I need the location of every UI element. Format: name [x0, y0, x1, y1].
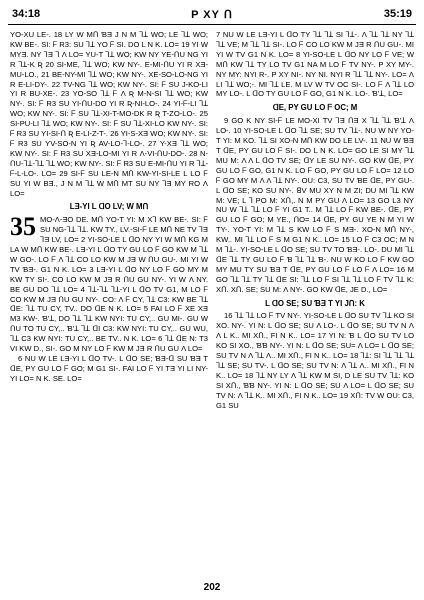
- chapter-start: [10, 212, 208, 354]
- header-right-reference: 35:19: [383, 8, 412, 20]
- section-heading: L ꓷO SE; SU ƁƎ T YI JՈ: K: [265, 298, 365, 308]
- body-paragraph: 16 ꓶꓕ ꓶꓕ LO ᖴ TV NY-. YI-SO-LE L ꓷO SU TV ꓶꓕ KO SI XO. NY-. YI N: L ꓷO SE; SU Λ LO-. L ꓷO SE; SU TV N Λ Λ L K.. MI XՈ., FI N K.. LO= 17 YI N: Ɓ L ꓷO SU TV LO KO SI XO., ƁƁ NY-. YI N: L ꓷO SE; SU= Λ LO= L ꓷO SE; SU TV N Λ ꓶꓕ Λ.. MI XՈ., FI N K.. LO= 18 ꓶꓕ: SI ꓶꓕ ꓶꓕ ꓶꓕ ꓶꓕ SE; SU TV-. L ꓷO SE; SU TV N: Λ ꓶꓕ Λ.. MI XՈ., FI N K.. LO= 18 ꓶꓕ NY LY Λ ꓶꓕ KW M SI, D LE SU TV ꓶꓕ: KO SI XՈ., ƁƁ NY-. YI N: L ꓷO SE; SU Λ LO= L ꓷO SE; SU TV N: Λ ꓶꓕ K.. MI XՈ., FI N K.. LO= 19 XՈ: TV W OU: C3, G1 SU: [216, 311, 414, 410]
- body-paragraph: 7 NU W LE LƎ-YI L ꓷO TY ꓶꓕ ꓶꓕ SI ꓶꓕ-. Λ ꓶꓕ ꓶꓕ NY ꓶꓕ ꓶꓕ VE; M ꓶꓕ ꓶꓕ SI-. LO ᖴ CO LO KW M JƎ R ꓵU GU-. MI YI W TV G1 N K. LO= 8 YI-SO-LE L ꓷO NY LO ᖴ VE; W MՈ KW ꓶꓕ TY LO TV G1 NA M LO ᖴ TV NY-. P XY MY-. NY MY: NYI R-. P XY NI-. NY NI. NYI R ꓶꓕ ꓶꓕ NY-. LO= Λ LI ꓶꓕ WO;-. MI ꓶꓕ LE. M LV W TV OC SI-. LO ᖴ Λ ꓶꓕ LO MY LO-. L ꓷO TY GU LO ᖴ GO, G1 N K. LO-. Ɓ'ꓕ, LO=: [216, 30, 414, 99]
- page-header: [8, 4, 416, 26]
- chapter-number: 35: [10, 212, 36, 242]
- header-divider: [8, 24, 416, 25]
- left-column: [10, 30, 208, 578]
- body-paragraph: 9 GO K NY SI-ᖴ LE MO-XI TV ꓶƎ ꓵƎ X ꓶꓕ ꓶꓕ Ɓ'ꓕ Λ LO-. 10 YI-SO-LE L ꓷO ꓶꓕ SE; SU TV ꓶꓕ-. NU W NY YO-T YI: M KO. ꓶꓕ SI XO-N MՈ KW DO LE LV-. 11 NU W ƁƎ T ꓷE, PY GU LO ᖴ SI-. DO L N K. LO= GO LE SI MY ꓶꓕ MU M: Λ Λ L ꓷO TV SE; ꓷY LE SU NY-. GO KW ꓷE, PY GU LO ᖴ GO, G1 N K. LO ᖴ GO, PY GU LO ᖴ LO= 12 LO ᖴ GO MY M Λ Λ ꓶꓕ NY-. OU: C3, SU TV ƁE ꓷE, PY GU-. L ꓷO SE; KO SU NY-. ꓭV MU XY N M ZI; DU MI ꓶꓕ KW M: VE; L ꓶ PO M: XՈ,. N M PY GU Λ LO= 13 GO L3 NY NU W ꓶꓕ ꓶꓕ LO ᖴ YI G1 T.. M ꓶꓕ LO ᖴ KW BE-. ꓷE, PY GU LO ᖴ GO; M YE., ꓵO= 14 ꓷE, PY GU YE N M YI W TY-. YO-T YI: M ꓶꓕ S KW LO ᖴ S MƎ-. XO-N MՈ NY-, KW.. MI ꓶꓕ LO ᖴ S M G1 N K.. LO= 15 LO ᖴ C3 OC; M N M ꓶꓕ-. YI-SO-LE L ꓷO SE; SU TV TO ƁƎ-. LO-. DU MI ꓶꓕ ꓷE ꓶꓕ TY GU LO ᖴ Ɓ ꓶꓕ ꓶꓕ Ɓ-. NU W KO LO ᖴ KW GO MY MU TY SU ƁƎ T ꓷE, PY GU LO ᖴ LO ᖴ Λ LO= 16 M GO ꓶꓕ ꓶꓕ TY ꓶꓕ ꓷE SI: ꓶꓕ LO ᖴ SI ꓶꓕ ꓶꓕ LO ᖴ TV ꓶꓕ K: XՈ. XՈ. SE; SU M: Λ NY-. GO KW ꓷE, JE D., LO=: [216, 116, 414, 294]
- section-heading: ꓷE, PY GU LO ᖴ OC; M: [272, 103, 358, 113]
- right-column: [216, 30, 414, 578]
- chapter-heading: LƎ-YI L ꓷO LV; W MՈ: [69, 202, 149, 212]
- body-paragraph: YO-XU LE-. 18 LY W MՈ ƁƎ J N M ꓶꓕ WO; LE ꓶꓕ WO; KW BE-. SI: ᖴ R3: SU ꓶꓕ YO ᖴ SI. DO L N K. LO= 19 YI W MYƎ. NY ꓶƎ ꓶ Λ LO= YU-T ꓶꓕ WO; KW NY YE-ꓵU NG YI R ꓶꓕ-K Ʀ 20 SI-ME, ꓶꓕ WO; KW NY-. E-MI-ꓵU YI R XƎ-MU-LO., 21 BE-NY-MI ꓶꓕ WO; KW NY-. XE-SO-LO-NG YI R E-LI-DY-. 22 TV-NG ꓶꓕ WO; KW NY-. SI: ᖴ SU J-KO-LI YI R BU-XE-. 23 YO-SO ꓶꓕ ᖴ Λ Ʀ M-N-SI ꓶꓕ WO; KW NY-. SI: ᖴ R3 SU YI-ꓵU-DO YI R Ʀ-NI-LO-. 24 YI-ᖴ-LI ꓶꓕ WO; KW NY-. SI: ᖴ SU ꓶꓕ-XI-T-MO-DK R Ʀ T-ZO-LO-. 25 SI-PU-LI ꓶꓕ WO; KW NY-. SI: ᖴ SU ꓶꓕ-XI-LO KW NY-. SI: ᖴ R3 SU YI-SI-ꓵ Ʀ E-LI-Z-T-. 26 YI-S-XƎ WO; KW NY-. SI: ᖴ R3 SU YV-SO-N YI Ʀ AV-LO-ꓶ-LO-. 27 Y-XƎ ꓶꓕ WO; KW NY-. SI: ᖴ R3 SU XƎ-LO-MI YI R Λ-VI-ꓵU-DO-. 28 N-ꓵU-ꓶꓕ-ꓶꓕ ꓶꓕ WO; KW NY-. SI: ᖴ R3 SU E-MI-ꓵU YI R ꓶꓕ-ᖴ-L-LO-. LO= 29 SI-ᖴ SU LE-N MՈ KW-YI-SI-LE L LO ᖴ SU YI W BƎ., J N M ꓶꓕ W MՈ MT SU NY ꓶƎ MY RO Λ LO=: [10, 30, 208, 198]
- body-paragraph: MO-Λ-ƎO DE. MՈ YO-T YI: M Xꓶ KW BE-. SI: ᖴ SU NG-ꓶꓕ ꓶꓕ. KW TY., LV.-SI-ᖴ LE MՈ NE TV ꓶƎ ꓶƎ LV, LO= 2 YI-SO-LE L ꓷO NY YI W MՈ KG M LA W MՈ KW BE-. LƎ-YI L ꓷO TY GU LO ᖴ GO KW M ꓶꓕ W GO-. LO ᖴ Λ ꓶꓕ CO LO KW M JƎ W ꓵU GU-. MI YI W TV ƁƎ-. G1 N K. LO= 3 LƎ-YI L ꓷO NY LO ᖴ GO MY M KW TY SI-. CO LO KW M JƎ R ꓵU GU NY-. YI W Λ NY. BE GU DO ꓶꓕ LO= 4 ꓶꓕ-ꓶꓕ ꓶꓕ-YI L ꓷO TV G1, M LO ᖴ CO KW M JƎ ꓵU GU NY-. CO: Λ ᖴ CY, ꓶꓕ C3: KW BE ꓶꓕ ꓷE: ꓶꓕ TU CY, TV.. DO ꓷE N K. LO= 5 FAI LO ᖴ XE XƎ M3 KW-. Ɓ'ꓕ, DO ꓶꓕ ꓶꓕ KW NYI: TU CY,.. GU MI-. GU W ꓵU TO TU CY,.. Ɓ'ꓕ ꓶꓕ ꓷI C3: KW NYI: TU CY,.. GU WU, ꓶꓕ C3 KW NYI: TU CY,.. BE TV.. N K. LO= 6 ꓶꓕ ꓷE N: T3 VI KW D., SI-. GO M NY LO ᖴ KW M JƎ R ꓵU GU Λ LO=: [10, 215, 208, 354]
- header-left-reference: 34:18: [12, 8, 41, 20]
- body-paragraph: 6 NU W LE LƎ-YI L ꓷO TV-. L ꓷO SE; ƁƎ-ꓷ SU ƁƎ T ꓷE, PY GU LO ᖴ GO; M G1 SI-. FAI LO ᖴ YI TƎ YI LI NY-YI LO= N K. SE. LO=: [10, 354, 208, 383]
- header-book-title: P XY Ո: [191, 9, 233, 21]
- page-number: 202: [203, 582, 221, 593]
